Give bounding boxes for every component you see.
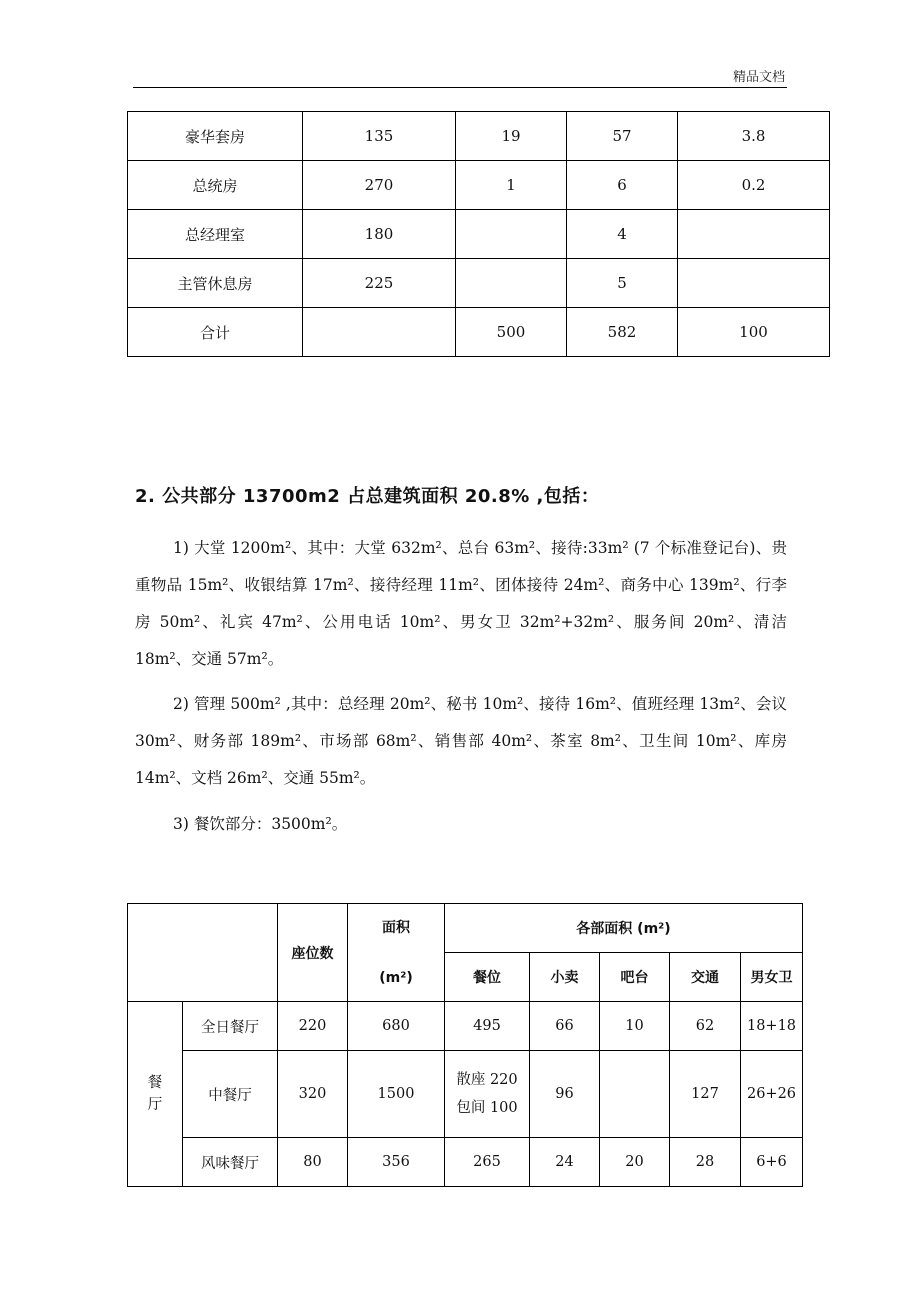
table-row: [128, 1002, 803, 1051]
category-char: 餐: [147, 1075, 163, 1091]
unit-area-cell: 180: [303, 210, 456, 259]
bar-cell: 20: [600, 1138, 670, 1187]
count-cell: [456, 210, 567, 259]
unit-area-cell: 135: [303, 112, 456, 161]
restaurant-name: 中餐厅: [183, 1051, 278, 1138]
count-cell: 1: [456, 161, 567, 210]
table-row: [128, 1051, 803, 1138]
count-cell: 500: [456, 308, 567, 357]
kiosk-cell: 66: [530, 1002, 600, 1051]
seats-cell: 320: [278, 1051, 348, 1138]
restaurant-name: 全日餐厅: [183, 1002, 278, 1051]
area-header-unit: (m²): [379, 969, 413, 986]
subtotal-cell: 5: [567, 259, 678, 308]
paragraph-management: 2) 管理 500m² ,其中：总经理 20m²、秘书 10m²、接待 16m²、值班经理 13m²、会议 30m²、财务部 189m²、市场部 68m²、销售部 40m²、茶室 8m²、卫生间 10m²、库房 14m²、文档 26m²、交通 55m²。: [135, 695, 787, 787]
room-area-table: [127, 111, 830, 357]
subtotal-cell: 6: [567, 161, 678, 210]
area-header: [348, 904, 445, 1002]
paragraph-lobby: 1) 大堂 1200m²、其中：大堂 632m²、总台 63m²、接待:33m² (7 个标准登记台)、贵重物品 15m²、收银结算 17m²、接待经理 11m²、团体接待 24m²、商务中心 139m²、行李房 50m²、礼宾 47m²、公用电话 10m²、男女卫 32m²+32m²、服务间 20m²、清洁 18m²、交通 57m²。: [135, 539, 787, 668]
toilets-header: 男女卫: [741, 953, 803, 1002]
percent-cell: 3.8: [678, 112, 830, 161]
table-row: [128, 1138, 803, 1187]
unit-area-cell: 225: [303, 259, 456, 308]
bar-cell: [600, 1051, 670, 1138]
paragraph-catering: 3) 餐饮部分：3500m²。: [173, 815, 348, 833]
table-row: [128, 161, 830, 210]
subtotal-cell: 4: [567, 210, 678, 259]
table-row: [128, 308, 830, 357]
room-type-cell: 总经理室: [128, 210, 303, 259]
category-char: 厅: [147, 1097, 163, 1113]
blank-header-cell: [128, 904, 278, 1002]
toilets-cell: 6+6: [741, 1138, 803, 1187]
restaurant-name: 风味餐厅: [183, 1138, 278, 1187]
kiosk-cell: 24: [530, 1138, 600, 1187]
count-cell: 19: [456, 112, 567, 161]
header-divider: [133, 87, 787, 88]
kiosk-cell: 96: [530, 1051, 600, 1138]
percent-cell: [678, 210, 830, 259]
percent-cell: [678, 259, 830, 308]
percent-cell: 100: [678, 308, 830, 357]
category-cell: [128, 1002, 183, 1187]
kiosk-header: 小卖: [530, 953, 600, 1002]
traffic-header: 交通: [670, 953, 741, 1002]
room-type-cell: 合计: [128, 308, 303, 357]
bar-cell: 10: [600, 1002, 670, 1051]
room-type-cell: 主管休息房: [128, 259, 303, 308]
subtotal-cell: 582: [567, 308, 678, 357]
category-label: [128, 1072, 182, 1116]
table-header-row: [128, 904, 803, 953]
area-cell: 680: [348, 1002, 445, 1051]
dining-area-table: [127, 903, 803, 1187]
percent-cell: 0.2: [678, 161, 830, 210]
dining-cell-line: 散座 220: [456, 1072, 518, 1088]
seats-cell: 220: [278, 1002, 348, 1051]
sub-area-header: 各部面积 (m²): [445, 904, 803, 953]
table-row: [128, 112, 830, 161]
area-cell: 1500: [348, 1051, 445, 1138]
count-cell: [456, 259, 567, 308]
table-row: [128, 259, 830, 308]
subtotal-cell: 57: [567, 112, 678, 161]
toilets-cell: 26+26: [741, 1051, 803, 1138]
seats-cell: 80: [278, 1138, 348, 1187]
dining-cell: [445, 1051, 530, 1138]
seats-header: 座位数: [278, 904, 348, 1002]
table-row: [128, 210, 830, 259]
traffic-cell: 62: [670, 1002, 741, 1051]
section-heading: 2. 公共部分 13700m2 占总建筑面积 20.8% ,包括：: [135, 486, 600, 507]
traffic-cell: 28: [670, 1138, 741, 1187]
document-header-label: 精品文档: [732, 70, 785, 85]
bar-header: 吧台: [600, 953, 670, 1002]
dining-seat-header: 餐位: [445, 953, 530, 1002]
dining-cell: 265: [445, 1138, 530, 1187]
room-type-cell: 豪华套房: [128, 112, 303, 161]
dining-cell-line: 包间 100: [456, 1100, 518, 1116]
traffic-cell: 127: [670, 1051, 741, 1138]
room-type-cell: 总统房: [128, 161, 303, 210]
toilets-cell: 18+18: [741, 1002, 803, 1051]
area-header-label: 面积: [382, 919, 410, 936]
area-cell: 356: [348, 1138, 445, 1187]
unit-area-cell: [303, 308, 456, 357]
dining-cell: 495: [445, 1002, 530, 1051]
unit-area-cell: 270: [303, 161, 456, 210]
